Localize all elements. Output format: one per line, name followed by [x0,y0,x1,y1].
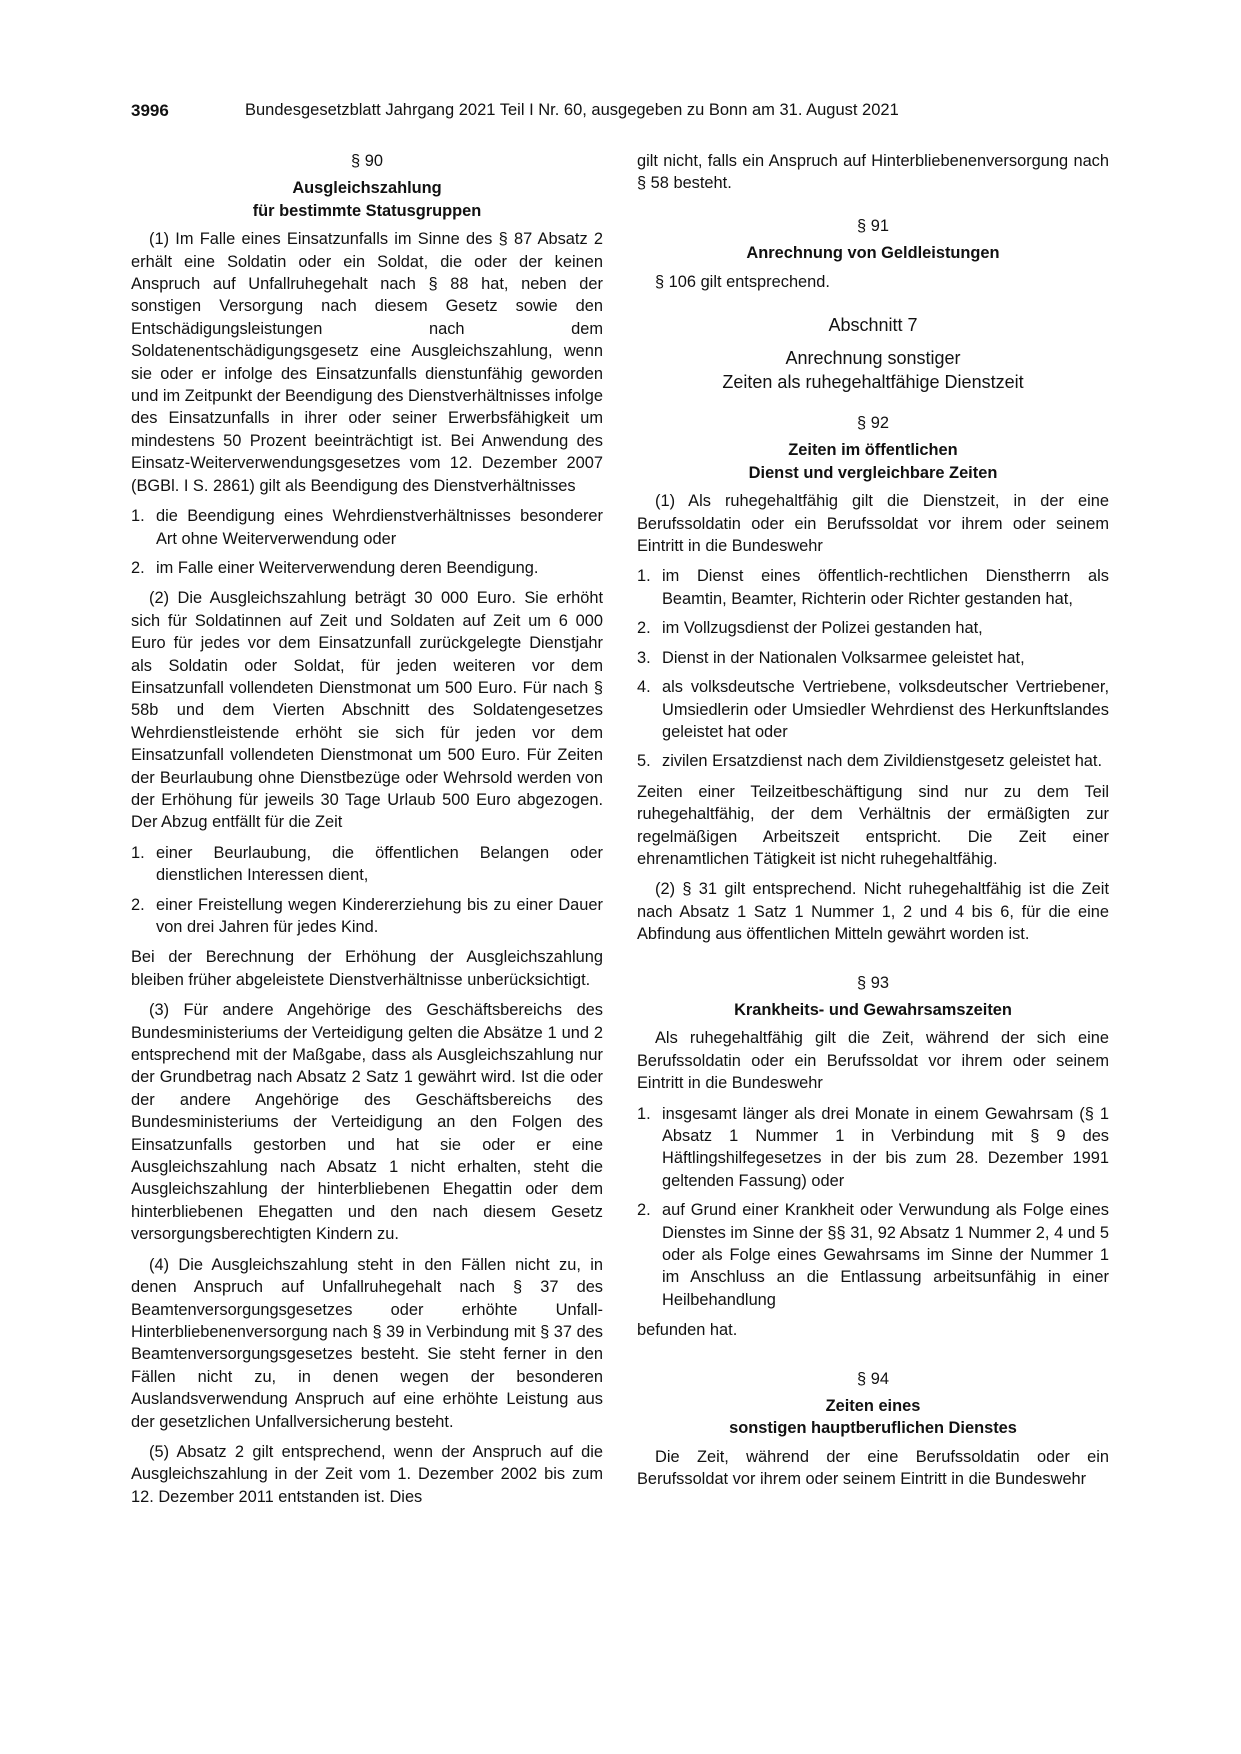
list-item-text: als volksdeutsche Vertriebene, volksdeutscher Vertriebener, Umsiedlerin oder Umsiedler Wehrdienst des Herkunftslandes geleistet hat oder [662,678,1109,741]
section-title-94-line-1: Zeiten eines [825,1397,921,1416]
s93-tail: befunden hat. [637,1321,738,1340]
abschnitt-title [637,346,1109,394]
section-title-94-line-2: sonstigen hauptberuflichen Dienstes [729,1419,1017,1438]
list-item-number: 1. [637,567,651,586]
s92-paragraph-1-tail: Zeiten einer Teilzeitbeschäftigung sind nur zu dem Teil ruhegehaltfähig, der dem Verhältnis der ermäßigten zur regelmäßigen Arbeitszeit entspricht. Die Zeit einer ehrenamtlichen Tätigkeit ist nicht ruhegehaltfähig. [637,782,1109,868]
section-title-91: Anrechnung von Geldleistungen [746,244,1000,263]
section-number-94: § 94 [857,1369,889,1388]
list-item-number: 4. [637,678,651,697]
s90-paragraph-2-tail: Bei der Berechnung der Erhöhung der Ausgleichszahlung bleiben früher abgeleistete Dienstverhältnisse unberücksichtigt. [131,948,603,989]
s90-paragraph-5: (5) Absatz 2 gilt entsprechend, wenn der Anspruch auf die Ausgleichszahlung in der Zeit vom 1. Dezember 2002 bis zum 12. Dezember 2011 entstanden ist. Dies [131,1442,603,1506]
abschnitt-label: Abschnitt 7 [828,315,918,336]
list-item-number: 2. [637,619,651,638]
section-title-90-line-1: Ausgleichszahlung [292,179,442,198]
list-item [637,617,1109,639]
section-number-92: § 92 [857,414,889,433]
list-item-text: einer Beurlaubung, die öffentlichen Belangen oder dienstlichen Interessen dient, [156,843,603,885]
list-item [637,1103,1109,1193]
list-item-text: im Dienst eines öffentlich-rechtlichen Dienstherrn als Beamtin, Beamter, Richterin oder Richter gestanden hat, [662,567,1109,608]
list-item [637,647,1109,669]
abschnitt-title-line-1: Anrechnung sonstiger [785,348,961,369]
list-item-number: 1. [637,1104,651,1123]
section-title-92 [637,439,1109,484]
list-item [637,565,1109,610]
s90-paragraph-1-list [131,505,603,579]
list-item [637,750,1109,772]
list-item-text: auf Grund einer Krankheit oder Verwundung als Folge eines Dienstes im Sinne der §§ 31, 92 Absatz 1 Nummer 2, 4 und 5 oder als Folge eines Gewahrsams im Sinne der Nummer 1 im Anschluss an die Entlassung arbeitsunfähig in einer Heilbehandlung [662,1201,1109,1309]
list-item-number: 2. [131,558,145,577]
list-item-number: 5. [637,752,651,771]
abschnitt-title-line-2: Zeiten als ruhegehaltfähige Dienstzeit [722,372,1024,393]
section-number-90: § 90 [351,152,383,170]
page-number: 3996 [131,101,169,120]
s90-paragraph-4: (4) Die Ausgleichszahlung steht in den Fällen nicht zu, in denen Anspruch auf Unfallruhegehalt nach § 37 des Beamtenversorgungsgesetzes oder erhöhte Unfall-Hinterbliebenenversorgung nach § 39 in Verbindung mit § 37 des Beamtenversorgungsgesetzes besteht. Sie steht ferner in den Fällen nicht zu, in denen wegen der besonderen Auslandsverwendung Anspruch auf eine erhöhte Leistung aus der gesetzlichen Unfallversicherung besteht. [131,1255,604,1431]
s90-paragraph-1: (1) Im Falle eines Einsatzunfalls im Sinne des § 87 Absatz 2 erhält eine Soldatin oder ein Soldat, die oder der keinen Anspruch auf Unfallruhegehalt nach § 88 hat, neben der sonstigen Versorgung nach diesem Gesetz sowie den Entschädigungsleistungen nach dem Soldatenentschädigungsgesetz eine Ausgleichszahlung, wenn sie oder er infolge des Einsatzunfalls dienstunfähig geworden und im Zeitpunkt der Beendigung des Dienstverhältnisses infolge des Einsatzunfalls in ihrer oder seiner Erwerbsfähigkeit um mindestens 50 Prozent beeinträchtigt ist. Bei Anwendung des Einsatz-Weiterverwendungsgesetzes vom 12. Dezember 2007 (BGBl. I S. 2861) gilt als Beendigung des Dienstverhältnisses [131,230,603,495]
s90-continuation: gilt nicht, falls ein Anspruch auf Hinterbliebenenversorgung nach § 58 besteht. [637,152,1109,193]
section-title-92-line-2: Dienst und vergleichbare Zeiten [748,463,998,482]
s92-paragraph-2: (2) § 31 gilt entsprechend. Nicht ruhegehaltfähig ist die Zeit nach Absatz 1 Satz 1 Nummer 1, 2 und 4 bis 6, für die eine Abfindung aus öffentlichen Mitteln gewährt worden ist. [637,880,1109,944]
s92-list [637,565,1109,772]
s90-paragraph-2-list [131,842,603,939]
list-item-text: zivilen Ersatzdienst nach dem Zivildienstgesetz geleistet hat. [662,752,1103,771]
list-item-text: insgesamt länger als drei Monate in einem Gewahrsam (§ 1 Absatz 1 Nummer 1 in Verbindung mit § 9 des Häftlingshilfegesetzes in der bis zum 28. Dezember 1991 geltenden Fassung) oder [662,1104,1109,1190]
running-head: Bundesgesetzblatt Jahrgang 2021 Teil I Nr. 60, ausgegeben zu Bonn am 31. August 2021 [245,101,899,119]
s90-paragraph-2: (2) Die Ausgleichszahlung beträgt 30 000 Euro. Sie erhöht sich für Soldatinnen auf Zeit und Soldaten auf Zeit um 6 000 Euro für jedes vor dem Einsatzunfall zurückgelegte Dienstjahr als Soldatin oder Soldat, für jeden weiteren vor dem Einsatzunfall vollendeten Dienstmonat um 500 Euro. Für nach § 58b und dem Vierten Abschnitt des Soldatengesetzes Wehrdienstleistende erhöht sie sich für jeden vor dem Einsatzunfall vollendeten Dienstmonat um 500 Euro. Für Zeiten der Beurlaubung ohne Dienstbezüge oder Wehrsold werden von der Erhöhung für jeweils 30 Tage Urlaub 500 Euro abgezogen. Der Abzug entfällt für die Zeit [131,589,603,832]
s90-paragraph-3: (3) Für andere Angehörige des Geschäftsbereichs des Bundesministeriums der Verteidigung gelten die Absätze 1 und 2 entsprechend mit der Maßgabe, dass als Ausgleichszahlung nur der Grundbetrag nach Absatz 2 Satz 1 gewährt wird. Ist die oder der andere Angehörige des Geschäftsbereichs des Bundesministeriums der Verteidigung an den Folgen des Einsatzunfalls gestorben und hat sie oder er eine Ausgleichszahlung nach Absatz 1 nicht erhalten, steht die Ausgleichszahlung der hinterbliebenen Ehegattin oder dem hinterbliebenen Ehegatten und den nach diesem Gesetz versorgungsberechtigten Kindern zu. [131,1001,603,1244]
list-item-number: 1. [131,507,145,526]
section-number-91: § 91 [857,216,889,235]
list-item-text: die Beendigung eines Wehrdienstverhältnisses besonderer Art ohne Weiterverwendung oder [156,507,603,548]
section-title-90-line-2: für bestimmte Statusgruppen [252,201,482,220]
section-title-90 [131,177,603,222]
section-title-93: Krankheits- und Gewahrsamszeiten [734,1000,1012,1019]
s92-paragraph-1: (1) Als ruhegehaltfähig gilt die Dienstzeit, in der eine Berufssoldatin oder ein Berufssoldat vor ihrem oder seinem Eintritt in die Bundeswehr [637,492,1109,556]
right-column [637,150,1109,1499]
list-item [637,1199,1109,1311]
list-item-text: im Falle einer Weiterverwendung deren Beendigung. [156,558,539,577]
section-title-94 [637,1395,1109,1440]
list-item-number: 2. [637,1201,651,1220]
s94-paragraph-1: Die Zeit, während der eine Berufssoldatin oder ein Berufssoldat vor ihrem oder seinem Eintritt in die Bundeswehr [637,1447,1109,1489]
left-column [131,150,603,1516]
page-header [131,101,1011,127]
s93-paragraph-1: Als ruhegehaltfähig gilt die Zeit, während der sich eine Berufssoldatin oder ein Berufssoldat vor ihrem oder seinem Eintritt in die Bundeswehr [637,1029,1109,1093]
list-item-number: 3. [637,648,651,667]
list-item-text: einer Freistellung wegen Kindererziehung bis zu einer Dauer von drei Jahren für jedes Kind. [156,895,603,936]
list-item-text: Dienst in der Nationalen Volksarmee geleistet hat, [662,648,1025,667]
s91-paragraph-1: § 106 gilt entsprechend. [655,272,830,291]
list-item-text: im Vollzugsdienst der Polizei gestanden hat, [662,619,983,638]
s93-list [637,1103,1109,1312]
list-item [131,842,603,887]
list-item [131,505,603,550]
list-item [131,894,603,939]
section-title-92-line-1: Zeiten im öffentlichen [788,441,958,460]
list-item-number: 2. [131,895,145,914]
list-item [131,557,603,579]
list-item-number: 1. [131,843,145,862]
section-number-93: § 93 [857,973,889,992]
list-item [637,676,1109,743]
